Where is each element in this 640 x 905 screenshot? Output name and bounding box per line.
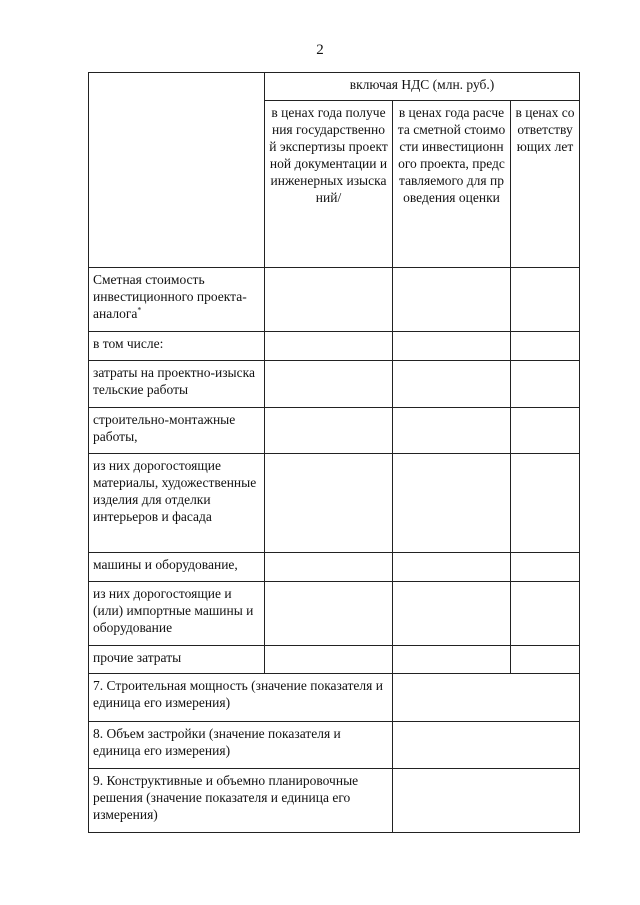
table-row (89, 454, 580, 553)
value-cell (511, 408, 580, 454)
row-label: строительно-монтажные работы, (89, 408, 265, 454)
header-span-title: включая НДС (млн. руб.) (265, 73, 580, 101)
section-label: 7. Строительная мощность (значение показателя и единица его измерения) (89, 674, 393, 722)
header-row-1 (89, 73, 580, 101)
value-cell (393, 454, 511, 553)
table-row (89, 553, 580, 582)
row-label: машины и оборудование, (89, 553, 265, 582)
value-cell (393, 361, 511, 408)
row-label: из них дорогостоящие материалы, художественные изделия для отделки интерьеров и фасада (89, 454, 265, 553)
header-col-current-years: в ценах соответствующих лет (511, 101, 580, 268)
header-col-calc-year: в ценах года расчета сметной стоимости инвестиционного проекта, представляемого для проведения оценки (393, 101, 511, 268)
value-cell (265, 553, 393, 582)
value-cell (265, 408, 393, 454)
page-number: 2 (316, 42, 324, 58)
value-cell (511, 361, 580, 408)
table-row (89, 582, 580, 646)
value-cell (265, 268, 393, 332)
table-row (89, 361, 580, 408)
value-cell (265, 361, 393, 408)
value-cell (393, 332, 511, 361)
footnote-mark: * (137, 305, 142, 315)
section-label: 8. Объем застройки (значение показателя и единица его измерения) (89, 722, 393, 769)
section-value-cell (393, 769, 580, 833)
table-row (89, 646, 580, 674)
value-cell (511, 454, 580, 553)
table-row (89, 408, 580, 454)
row-label: из них дорогостоящие и (или) импортные машины и оборудование (89, 582, 265, 646)
value-cell (511, 646, 580, 674)
table-row (89, 268, 580, 332)
section-row (89, 769, 580, 833)
section-label: 9. Конструктивные и объемно планировочные решения (значение показателя и единица его измерения) (89, 769, 393, 833)
row-label: Сметная стоимость инвестиционного проекта-аналога* (89, 268, 265, 332)
value-cell (265, 332, 393, 361)
value-cell (393, 553, 511, 582)
section-row (89, 674, 580, 722)
value-cell (511, 582, 580, 646)
value-cell (511, 332, 580, 361)
row-label: в том числе: (89, 332, 265, 361)
value-cell (393, 408, 511, 454)
table-row (89, 332, 580, 361)
header-empty-cell (89, 73, 265, 268)
row-label: прочие затраты (89, 646, 265, 674)
section-row (89, 722, 580, 769)
value-cell (511, 553, 580, 582)
value-cell (511, 268, 580, 332)
cost-table (88, 72, 580, 833)
value-cell (393, 268, 511, 332)
section-value-cell (393, 722, 580, 769)
value-cell (393, 582, 511, 646)
header-col-expertise-year: в ценах года получения государственной экспертизы проектной документации и инженерных изысканий/ (265, 101, 393, 268)
section-value-cell (393, 674, 580, 722)
value-cell (265, 646, 393, 674)
value-cell (265, 454, 393, 553)
value-cell (393, 646, 511, 674)
value-cell (265, 582, 393, 646)
row-label: затраты на проектно-изыскательские работы (89, 361, 265, 408)
